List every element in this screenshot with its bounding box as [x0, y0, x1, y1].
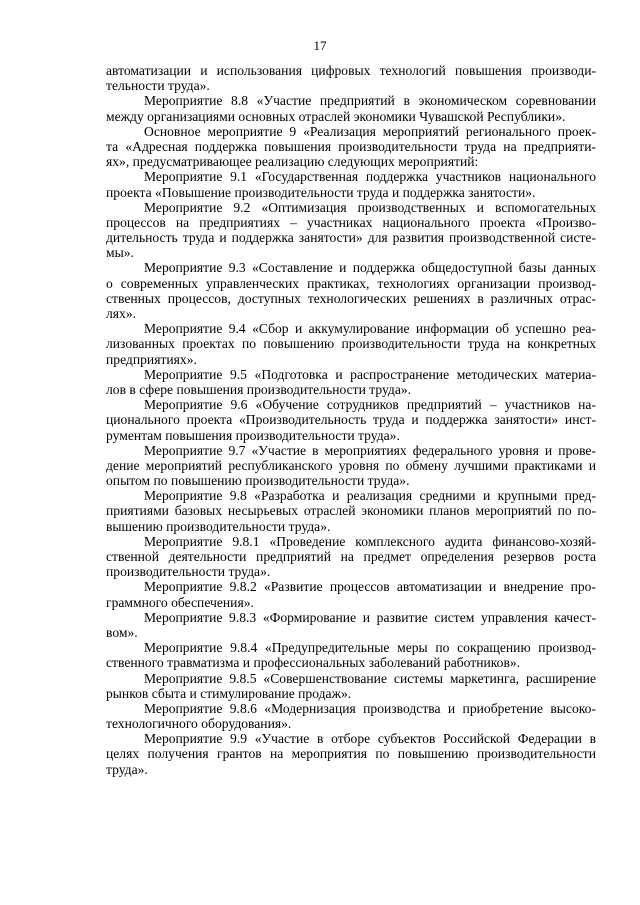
paragraph [106, 731, 596, 777]
text-line: лизованных проектах по повышению производительности труда на конкретных [106, 336, 596, 352]
text-line: технологичного оборудования». [106, 716, 292, 732]
text-line: та «Адресная поддержка повышения производительности труда на предприяти- [106, 138, 596, 154]
paragraph [106, 124, 596, 170]
text-line: вышению производительности труда». [106, 518, 331, 534]
document-body [106, 63, 596, 777]
paragraph [106, 200, 596, 261]
text-line: автоматизации и использования цифровых технологий повышения производи- [106, 63, 596, 78]
text-line: рументам повышения производительности труда». [106, 427, 400, 443]
paragraph [106, 610, 596, 640]
paragraph [106, 443, 596, 489]
paragraph [106, 321, 596, 367]
text-line: Мероприятие 9.2 «Оптимизация производственных и вспомогательных [144, 199, 596, 215]
text-line: труда». [106, 761, 148, 777]
paragraph [106, 671, 596, 701]
text-line: Мероприятие 9.7 «Участие в мероприятиях федерального уровня и прове- [144, 442, 596, 458]
paragraph [106, 169, 596, 199]
text-line: ях», предусматривающее реализацию следующих мероприятий: [106, 154, 479, 170]
text-line: ционального проекта «Производительность труда и поддержка занятости» инст- [106, 412, 596, 428]
text-line: предприятиях». [106, 351, 197, 367]
text-line: ственной деятельности предприятий на предмет определения резервов роста [106, 549, 596, 564]
text-line: Мероприятие 9.8.4 «Предупредительные меры по сокращению производ- [144, 640, 596, 656]
text-line: процессов на предприятиях – участниках национального проекта «Произво- [106, 214, 596, 230]
text-line: приятиями базовых несырьевых отраслей экономики планов мероприятий по по- [106, 503, 596, 519]
text-line: ственных процессов, доступных технологических решениях в различных отрас- [106, 290, 596, 306]
paragraph [106, 93, 596, 123]
text-line: проекта «Повышение производительности труда и поддержка занятости». [106, 184, 536, 200]
paragraph [106, 701, 596, 731]
paragraph [106, 579, 596, 609]
text-line: Мероприятие 9.3 «Составление и поддержка общедоступной базы данных [144, 260, 596, 276]
text-line: Мероприятие 9.8.6 «Модернизация производства и приобретение высоко- [144, 700, 596, 716]
paragraph [106, 260, 596, 321]
text-line: Мероприятие 9.4 «Сбор и аккумулирование информации об успешно реа- [144, 321, 596, 337]
text-line: Основное мероприятие 9 «Реализация мероприятий регионального проек- [144, 123, 596, 139]
text-line: дение мероприятий республиканского уровня по обмену лучшими практиками и [106, 457, 596, 473]
page-number: 17 [313, 38, 327, 53]
paragraph [106, 640, 596, 670]
text-line: Мероприятие 9.8.1 «Проведение комплексного аудита финансово-хозяй- [144, 533, 596, 549]
text-line: опытом по повышению производительности труда». [106, 473, 410, 489]
text-line: Мероприятие 9.8 «Разработка и реализация средними и крупными пред- [144, 488, 596, 504]
paragraph [106, 534, 596, 580]
text-line: Мероприятие 8.8 «Участие предприятий в экономическом соревновании [144, 93, 596, 109]
text-line: рынков сбыта и стимулирование продаж». [106, 685, 352, 701]
text-line: Мероприятие 9.5 «Подготовка и распространение методических материа- [144, 366, 596, 382]
text-line: производительности труда». [106, 564, 271, 580]
paragraph [106, 63, 596, 93]
text-line: лях». [106, 306, 137, 321]
text-line: Мероприятие 9.1 «Государственная поддержка участников национального [144, 169, 596, 185]
paragraph [106, 488, 596, 534]
text-line: ственного травматизма и профессиональных заболеваний работников». [106, 655, 521, 671]
text-line: тельности труда». [106, 78, 210, 94]
text-line: целях получения грантов на мероприятия по повышению производительности [106, 746, 596, 762]
text-line: о современных управленческих практиках, технологиях организации производ- [106, 275, 596, 291]
text-line: вом». [106, 624, 138, 640]
paragraph [106, 367, 596, 397]
text-line: Мероприятие 9.9 «Участие в отборе субъектов Российской Федерации в [144, 731, 596, 747]
text-line: мы». [106, 245, 134, 261]
text-line: граммного обеспечения». [106, 594, 254, 610]
text-line: Мероприятие 9.8.5 «Совершенствование системы маркетинга, расширение [144, 670, 596, 686]
text-line: между организациями основных отраслей экономики Чувашской Республики». [106, 108, 566, 124]
text-line: дительность труда и поддержка занятости» для развития производственной систе- [106, 230, 596, 246]
text-line: Мероприятие 9.6 «Обучение сотрудников предприятий – участников на- [144, 397, 596, 413]
text-line: Мероприятие 9.8.2 «Развитие процессов автоматизации и внедрение про- [144, 579, 596, 595]
text-line: лов в сфере повышения производительности труда». [106, 381, 412, 397]
paragraph [106, 397, 596, 443]
text-line: Мероприятие 9.8.3 «Формирование и развитие систем управления качест- [144, 609, 596, 625]
